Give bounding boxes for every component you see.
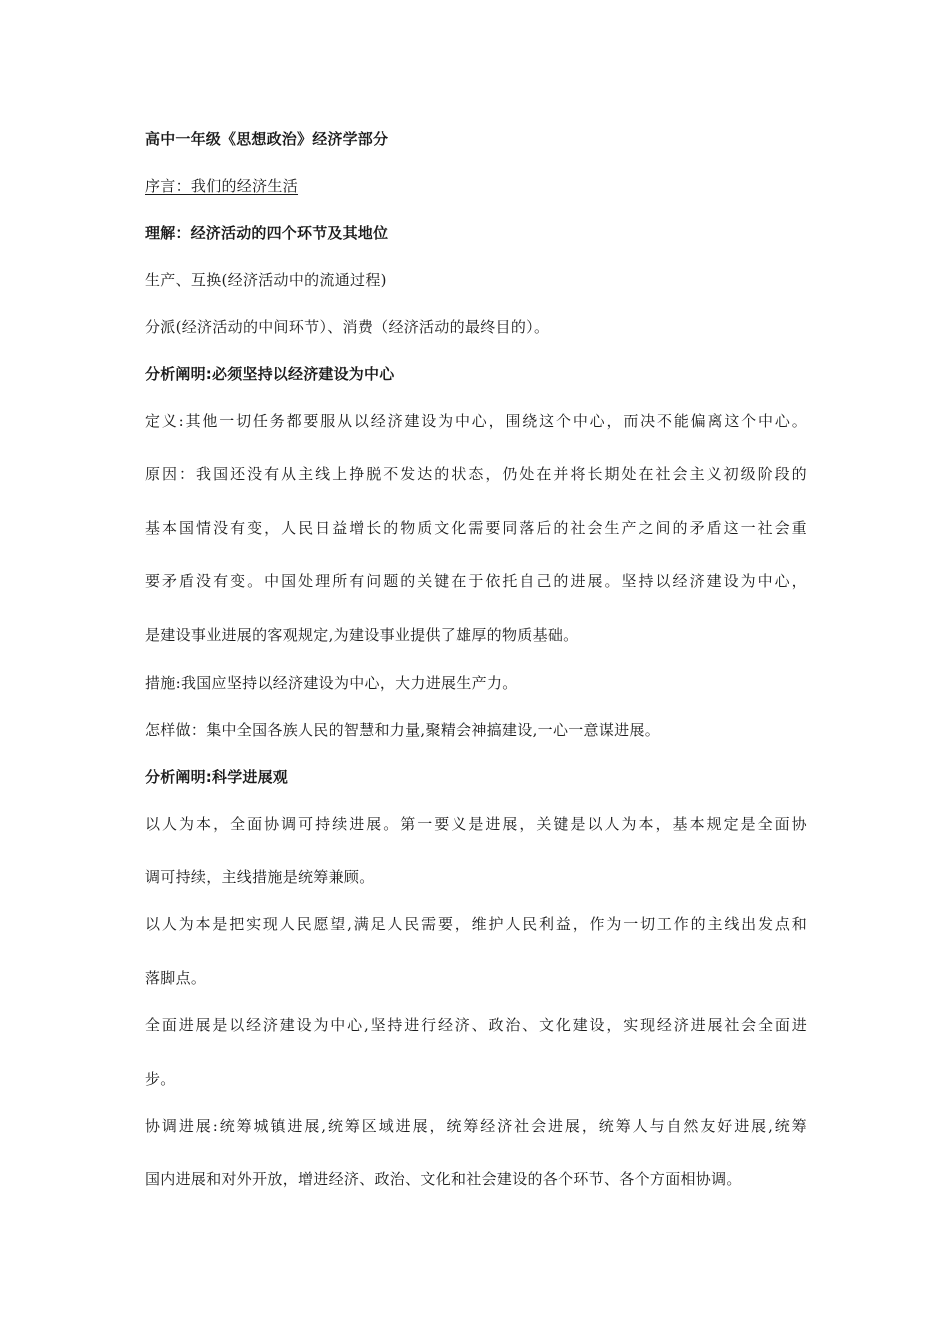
paragraph-line: 分派(经济活动的中间环节）、消费（经济活动的最终目的）。 — [145, 318, 550, 336]
paragraph-line: 协调进展:统筹城镇进展,统筹区域进展，统筹经济社会进展，统筹人与自然友好进展,统筹 — [145, 1117, 807, 1135]
paragraph-line: 步。 — [145, 1070, 176, 1088]
paragraph-line: 国内进展和对外开放，增进经济、政治、文化和社会建设的各个环节、各个方面相协调。 — [145, 1170, 742, 1188]
heading-understand: 理解：经济活动的四个环节及其地位 — [145, 224, 389, 242]
paragraph-line: 调可持续，主线措施是统筹兼顾。 — [145, 868, 375, 886]
paragraph-line: 生产、互换(经济活动中的流通过程) — [145, 271, 387, 289]
paragraph-line: 措施:我国应坚持以经济建设为中心，大力进展生产力。 — [145, 674, 518, 692]
heading-center: 分析阐明:必须坚持以经济建设为中心 — [145, 365, 395, 383]
paragraph-line: 以人为本，全面协调可持续进展。第一要义是进展，关键是以人为本，基本规定是全面协 — [145, 815, 807, 833]
paragraph-line: 要矛盾没有变。中国处理所有问题的关键在于依托自己的进展。坚持以经济建设为中心， — [145, 572, 807, 590]
paragraph-line: 落脚点。 — [145, 969, 207, 987]
heading-science: 分析阐明:科学进展观 — [145, 768, 288, 786]
paragraph-line: 是建设事业进展的客观规定,为建设事业提供了雄厚的物质基础。 — [145, 626, 579, 644]
document-title: 高中一年级《思想政治》经济学部分 — [145, 130, 389, 148]
paragraph-line: 以人为本是把实现人民愿望,满足人民需要，维护人民利益，作为一切工作的主线出发点和 — [145, 915, 807, 933]
paragraph-line: 基本国情没有变，人民日益增长的物质文化需要同落后的社会生产之间的矛盾这一社会重 — [145, 519, 807, 537]
section-preface: 序言：我们的经济生活 — [145, 177, 299, 195]
paragraph-line: 定义:其他一切任务都要服从以经济建设为中心，围绕这个中心，而决不能偏离这个中心。 — [145, 412, 807, 430]
paragraph-line: 怎样做：集中全国各族人民的智慧和力量,聚精会神搞建设,一心一意谋进展。 — [145, 721, 661, 739]
paragraph-line: 原因：我国还没有从主线上挣脱不发达的状态，仍处在并将长期处在社会主义初级阶段的 — [145, 465, 807, 483]
paragraph-line: 全面进展是以经济建设为中心,坚持进行经济、政治、文化建设，实现经济进展社会全面进 — [145, 1016, 807, 1034]
